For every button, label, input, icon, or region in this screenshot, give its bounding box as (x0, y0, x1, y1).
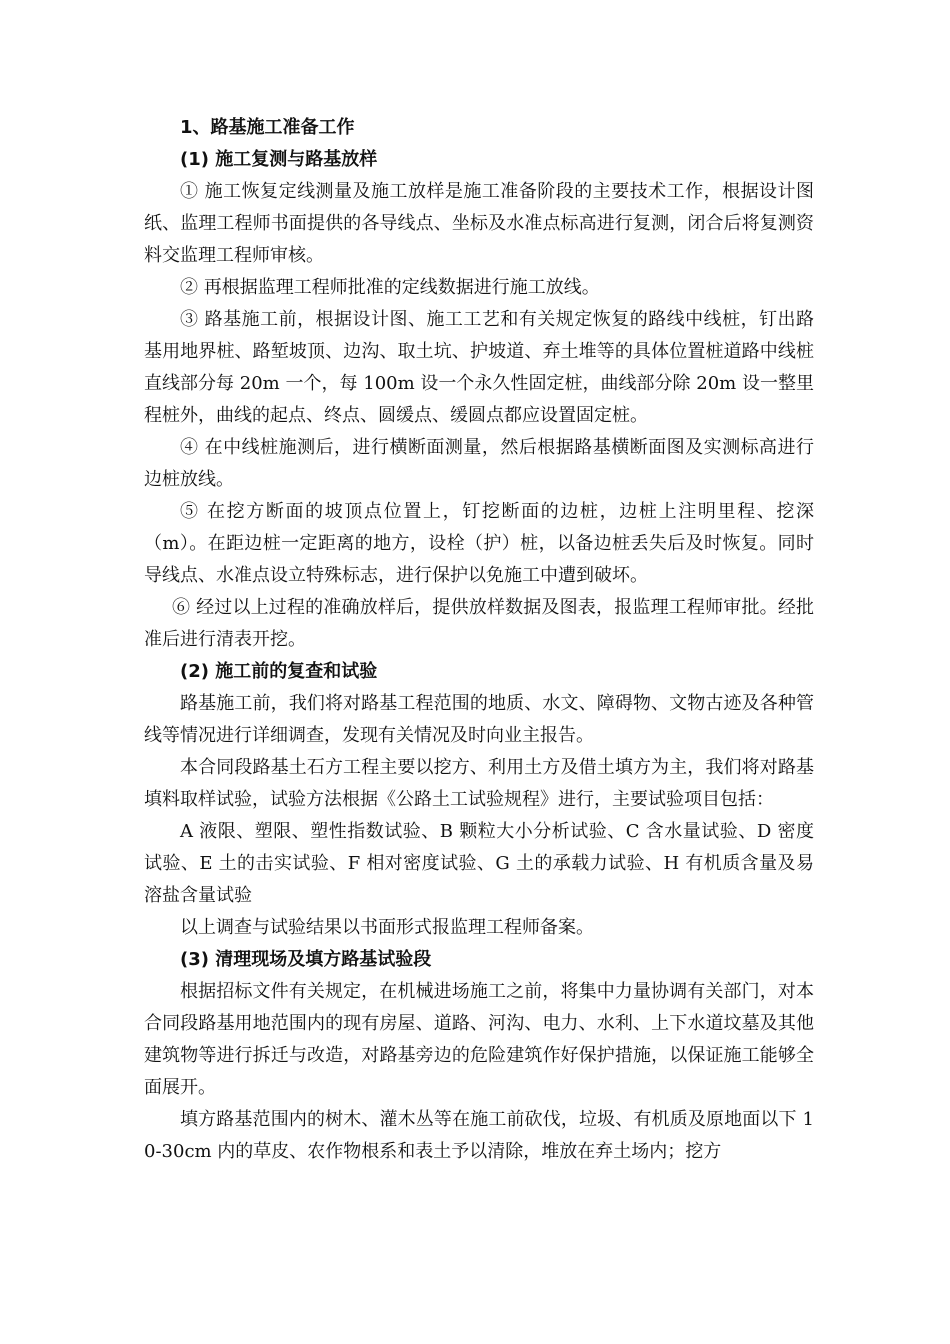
paragraph-6: ⑥ 经过以上过程的准确放样后，提供放样数据及图表，报监理工程师审批。经批准后进行清表开挖。 (144, 597, 814, 650)
paragraph-7: 路基施工前，我们将对路基工程范围的地质、水文、障碍物、文物古迹及各种管线等情况进行详细调查，发现有关情况及时向业主报告。 (144, 693, 814, 746)
subsection-heading-3: (3) 清理现场及填方路基试验段 (180, 949, 432, 970)
document-body (144, 112, 814, 1168)
section-heading-1: 1、路基施工准备工作 (180, 117, 355, 138)
paragraph-12: 填方路基范围内的树木、灌木丛等在施工前砍伐，垃圾、有机质及原地面以下 10-30cm 内的草皮、农作物根系和表土予以清除，堆放在弃土场内；挖方 (144, 1109, 814, 1162)
paragraph-2: ② 再根据监理工程师批准的定线数据进行施工放线。 (180, 277, 600, 298)
paragraph-5: ⑤ 在挖方断面的坡顶点位置上，钉挖断面的边桩，边桩上注明里程、挖深（m）。在距边桩一定距离的地方，设栓（护）桩，以备边桩丢失后及时恢复。同时导线点、水准点设立特殊标志，进行保护以免施工中遭到破坏。 (144, 501, 814, 586)
paragraph-1: ① 施工恢复定线测量及施工放样是施工准备阶段的主要技术工作，根据设计图纸、监理工程师书面提供的各导线点、坐标及水准点标高进行复测，闭合后将复测资料交监理工程师审核。 (144, 181, 814, 266)
paragraph-8: 本合同段路基土石方工程主要以挖方、利用土方及借土填方为主，我们将对路基填料取样试验，试验方法根据《公路土工试验规程》进行，主要试验项目包括： (144, 757, 814, 810)
subsection-heading-1: (1) 施工复测与路基放样 (180, 149, 378, 170)
subsection-heading-2: (2) 施工前的复查和试验 (180, 661, 378, 682)
paragraph-10: 以上调查与试验结果以书面形式报监理工程师备案。 (180, 917, 594, 938)
paragraph-9: A 液限、塑限、塑性指数试验、B 颗粒大小分析试验、C 含水量试验、D 密度试验、E 土的击实试验、F 相对密度试验、G 土的承载力试验、H 有机质含量及易溶盐含量试验 (144, 821, 814, 906)
paragraph-11: 根据招标文件有关规定，在机械进场施工之前，将集中力量协调有关部门，对本合同段路基用地范围内的现有房屋、道路、河沟、电力、水利、上下水道坟墓及其他建筑物等进行拆迁与改造，对路基旁边的危险建筑作好保护措施，以保证施工能够全面展开。 (144, 981, 814, 1098)
paragraph-4: ④ 在中线桩施测后，进行横断面测量，然后根据路基横断面图及实测标高进行边桩放线。 (144, 437, 814, 490)
paragraph-3: ③ 路基施工前，根据设计图、施工工艺和有关规定恢复的路线中线桩，钉出路基用地界桩、路堑坡顶、边沟、取土坑、护坡道、弃土堆等的具体位置桩道路中线桩直线部分每 20m 一个，每 100m 设一个永久性固定桩，曲线部分除 20m 设一整里程桩外，曲线的起点、终点、圆缓点、缓圆点都应设置固定桩。 (144, 309, 814, 426)
